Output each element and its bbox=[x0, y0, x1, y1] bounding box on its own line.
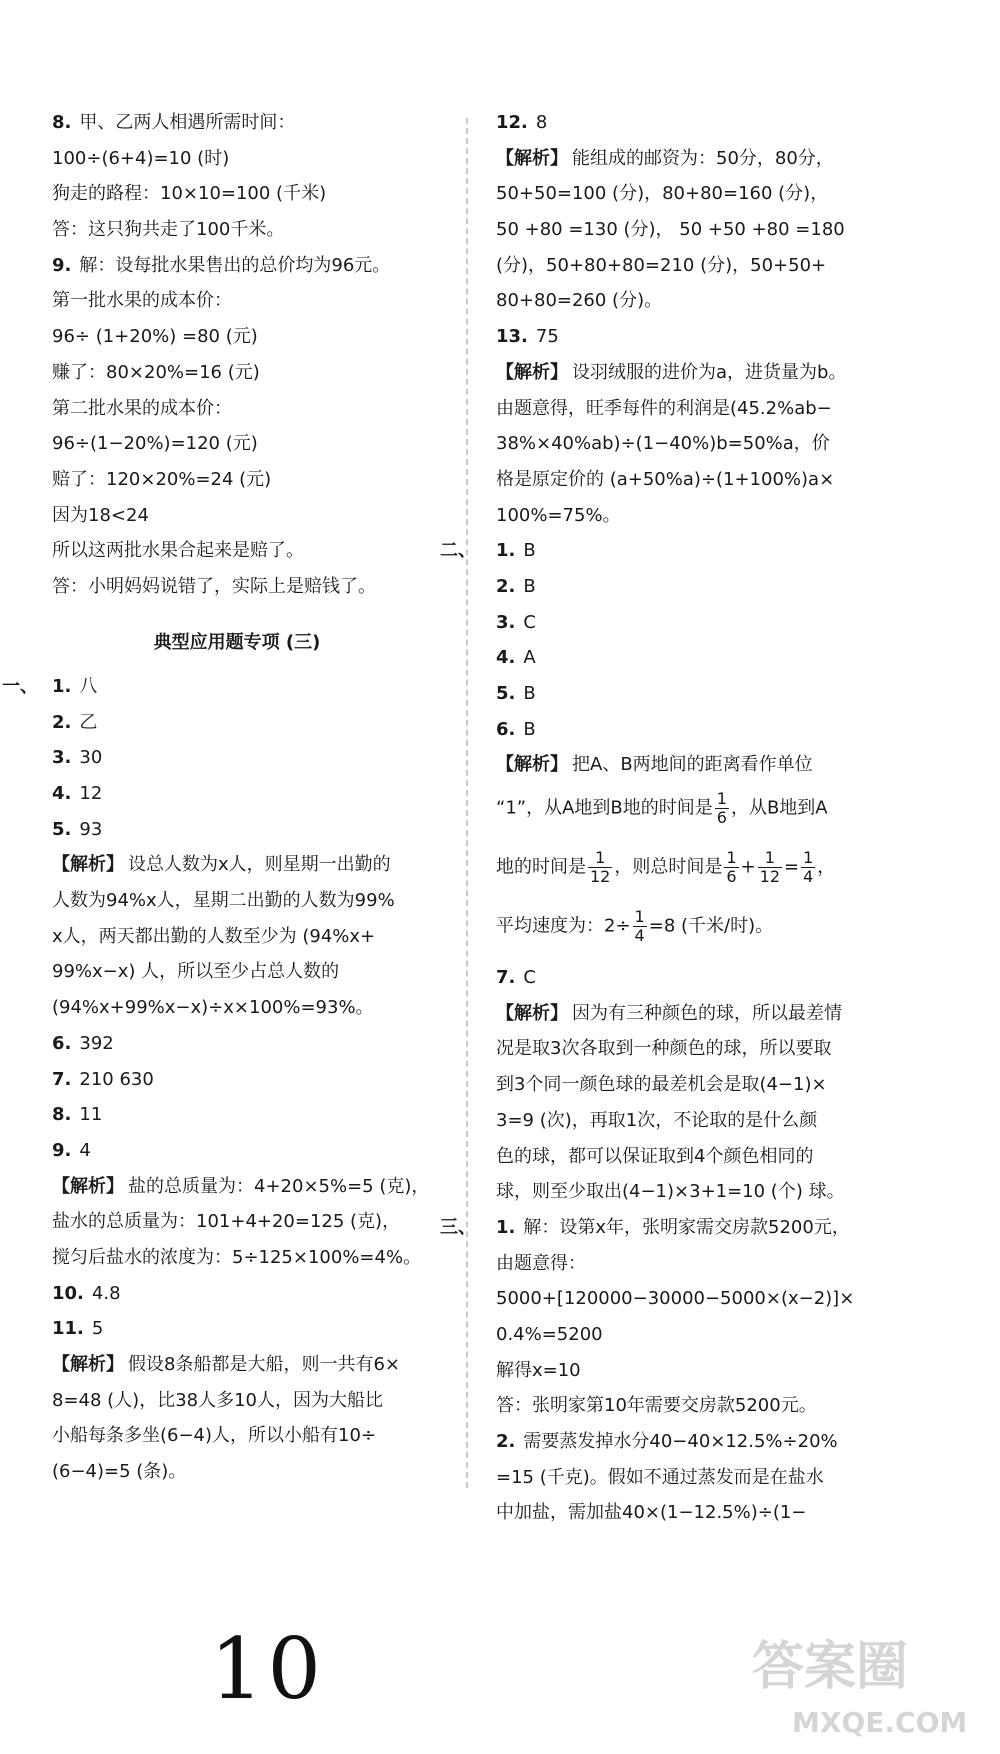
line-text: 210 630 bbox=[79, 1068, 154, 1090]
solution-line bbox=[52, 183, 422, 205]
left-column bbox=[2, 112, 430, 1497]
line-text: 第一批水果的成本价： bbox=[52, 290, 232, 312]
line-text: C bbox=[523, 611, 536, 633]
line-text: 中加盐，需加盐40×(1−12.5%)÷(1− bbox=[496, 1502, 807, 1524]
question-number: 1. bbox=[496, 540, 516, 562]
line-text: 赚了：80×20%=16 (元) bbox=[52, 361, 260, 383]
line-text: 色的球，都可以保证取到4个颜色相同的 bbox=[496, 1145, 814, 1167]
solution-line bbox=[496, 1288, 936, 1310]
line-text: ，从B地到A bbox=[730, 797, 828, 819]
line-text: =15 (千克)。假如不通过蒸发而是在盐水 bbox=[496, 1466, 824, 1488]
analysis-tag: 【解析】 bbox=[496, 1002, 568, 1024]
line-text: (94%x+99%x−x)÷x×100%=93%。 bbox=[52, 997, 374, 1019]
analysis-line bbox=[496, 469, 936, 491]
section-one bbox=[2, 675, 430, 1483]
question-number: 5. bbox=[52, 818, 72, 840]
watermark-logo bbox=[722, 1604, 982, 1744]
question-number: 6. bbox=[496, 718, 516, 740]
analysis-line bbox=[52, 854, 422, 876]
line-text: 4.8 bbox=[91, 1282, 121, 1304]
fraction-numerator: 1 bbox=[803, 848, 814, 868]
answer-line bbox=[52, 712, 422, 734]
fraction-denominator: 6 bbox=[726, 867, 737, 887]
analysis-line bbox=[496, 505, 936, 527]
answer-line bbox=[496, 967, 936, 989]
line-text: 格是原定价的 (a+50%a)÷(1+100%)a× bbox=[496, 468, 835, 490]
answer-line bbox=[52, 1283, 422, 1305]
question-number: 1. bbox=[496, 1216, 516, 1238]
fraction bbox=[801, 849, 815, 886]
fraction-numerator: 1 bbox=[726, 848, 737, 868]
fraction bbox=[633, 908, 647, 945]
question-number: 3. bbox=[52, 747, 72, 769]
watermark-url: MXQE.COM bbox=[792, 1706, 968, 1739]
line-text: 392 bbox=[79, 1032, 114, 1054]
line-text: 盐水的总质量为：101+4+20=125 (克)， bbox=[52, 1211, 401, 1233]
line-text: 球，则至少取出(4−1)×3+1=10 (个) 球。 bbox=[496, 1181, 845, 1203]
line-text: + bbox=[740, 856, 756, 878]
line-text: 能组成的邮资为：50分，80分， bbox=[572, 147, 834, 169]
analysis-line bbox=[496, 754, 936, 776]
question-number: 5. bbox=[496, 683, 516, 704]
solution-line bbox=[496, 1217, 936, 1239]
question-number: 9. bbox=[52, 254, 72, 276]
answer-line bbox=[496, 683, 936, 705]
line-text: 乙 bbox=[79, 711, 98, 733]
line-text: 设羽绒服的进价为a，进货量为b。 bbox=[572, 361, 847, 383]
analysis-line bbox=[496, 1146, 936, 1168]
line-text: 100÷(6+4)=10 (时) bbox=[52, 147, 230, 169]
analysis-line bbox=[52, 1354, 422, 1376]
line-text: 96÷(1−20%)=120 (元) bbox=[52, 433, 258, 455]
line-text: 答：这只狗共走了100千米。 bbox=[52, 219, 285, 241]
line-text: 3=9 (次)，再取1次，不论取的是什么颜 bbox=[496, 1109, 818, 1131]
analysis-tag: 【解析】 bbox=[52, 854, 124, 876]
fraction-denominator: 12 bbox=[590, 867, 611, 887]
analysis-tag: 【解析】 bbox=[496, 147, 568, 169]
line-text: 假设8条船都是大船，则一共有6× bbox=[128, 1354, 400, 1375]
solution-line bbox=[496, 1502, 936, 1524]
question-number: 12. bbox=[496, 112, 528, 133]
answer-line bbox=[52, 1318, 422, 1340]
section-two bbox=[440, 540, 936, 1203]
line-text: 解：设每批水果售出的总价均为96元。 bbox=[79, 254, 391, 276]
analysis-line bbox=[52, 890, 422, 912]
analysis-line bbox=[52, 1390, 422, 1412]
line-text: 第二批水果的成本价： bbox=[52, 397, 232, 419]
answer-line bbox=[52, 1104, 422, 1126]
line-text: 搅匀后盐水的浓度为：5÷125×100%=4%。 bbox=[52, 1246, 422, 1268]
line-text: ，则总时间是 bbox=[614, 856, 723, 878]
answer-line bbox=[496, 612, 936, 634]
line-text: = bbox=[784, 856, 800, 878]
analysis-line bbox=[52, 926, 422, 948]
column-divider bbox=[466, 118, 468, 1488]
solution-line bbox=[496, 1467, 936, 1489]
answer-line bbox=[52, 676, 422, 698]
answer-line bbox=[496, 540, 936, 562]
section-title: 典型应用题专项 (三) bbox=[153, 631, 321, 653]
line-text: B bbox=[523, 683, 536, 704]
line-text: 0.4%=5200 bbox=[496, 1323, 603, 1345]
analysis-line bbox=[496, 290, 936, 312]
solution-line bbox=[496, 1395, 936, 1417]
question-number: 2. bbox=[496, 1431, 516, 1452]
analysis-tag: 【解析】 bbox=[496, 361, 568, 383]
solution-line bbox=[496, 1431, 936, 1453]
solution-line bbox=[52, 219, 422, 241]
line-text: 需要蒸发掉水分40−40×12.5%÷20% bbox=[523, 1431, 838, 1452]
question-number: 7. bbox=[52, 1068, 72, 1090]
analysis-line bbox=[496, 849, 936, 886]
line-text: 到3个同一颜色球的最差机会是取(4−1)× bbox=[496, 1074, 827, 1096]
analysis-line bbox=[52, 1175, 430, 1198]
question-number: 3. bbox=[496, 611, 516, 633]
line-text: x人，两天都出勤的人数至少为 (94%x+ bbox=[52, 925, 376, 947]
line-text: =8 (千米/时)。 bbox=[648, 915, 774, 937]
analysis-line bbox=[496, 1038, 936, 1060]
question-number: 8. bbox=[52, 1104, 72, 1126]
line-text: 12 bbox=[79, 783, 103, 804]
line-text: 八 bbox=[79, 675, 98, 697]
solution-line bbox=[496, 1360, 936, 1382]
line-text: 因为有三种颜色的球，所以最差情 bbox=[572, 1002, 842, 1024]
line-text: 所以这两批水果合起来是赔了。 bbox=[52, 540, 304, 562]
question-number: 8. bbox=[52, 112, 72, 133]
solution-line bbox=[52, 540, 422, 562]
question-number: 4. bbox=[496, 647, 516, 669]
question-number: 7. bbox=[496, 967, 516, 989]
analysis-line bbox=[496, 1074, 936, 1096]
analysis-line bbox=[52, 1425, 422, 1447]
line-text: 况是取3次各取到一种颜色的球，所以要取 bbox=[496, 1038, 832, 1060]
question-number: 9. bbox=[52, 1139, 72, 1161]
analysis-line bbox=[52, 997, 422, 1019]
line-text: 30 bbox=[79, 747, 103, 769]
analysis-tag: 【解析】 bbox=[496, 754, 568, 776]
line-text: (分)，50+80+80=210 (分)，50+50+ bbox=[496, 254, 827, 276]
line-text: 由题意得： bbox=[496, 1252, 586, 1274]
line-text: 93 bbox=[79, 818, 103, 840]
answer-line bbox=[496, 326, 936, 348]
line-text: 小船每条多坐(6−4)人，所以小船有10÷ bbox=[52, 1425, 377, 1447]
solution-line bbox=[52, 290, 422, 312]
question-number: 11. bbox=[52, 1318, 84, 1340]
line-text: 100%=75%。 bbox=[496, 504, 621, 526]
section-marker: 三、 bbox=[440, 1216, 476, 1238]
section-marker: 二、 bbox=[440, 540, 476, 562]
analysis-line bbox=[496, 219, 936, 241]
fraction bbox=[724, 849, 738, 886]
line-text: (6−4)=5 (条)。 bbox=[52, 1461, 187, 1483]
line-text: 狗走的路程：10×10=100 (千米) bbox=[52, 183, 327, 205]
line-text: C bbox=[523, 967, 536, 989]
line-text: 96÷ (1+20%) =80 (元) bbox=[52, 326, 258, 348]
answer-line bbox=[52, 1140, 422, 1162]
answer-line bbox=[52, 819, 422, 841]
fraction bbox=[715, 790, 729, 827]
fraction-numerator: 1 bbox=[634, 907, 645, 927]
analysis-line bbox=[496, 398, 936, 420]
solution-line bbox=[52, 576, 422, 598]
analysis-line bbox=[496, 255, 936, 277]
question-number: 4. bbox=[52, 783, 72, 804]
answer-line bbox=[496, 647, 936, 669]
fraction-denominator: 4 bbox=[803, 867, 814, 887]
fraction-numerator: 1 bbox=[588, 849, 612, 868]
solution-line bbox=[52, 505, 422, 527]
answer-line bbox=[496, 112, 936, 134]
analysis-line bbox=[496, 1110, 936, 1132]
solution-line bbox=[496, 1324, 936, 1346]
line-text: 38%×40%ab)÷(1−40%)b=50%a，价 bbox=[496, 433, 830, 455]
answer-line bbox=[52, 747, 422, 769]
fraction bbox=[758, 849, 782, 886]
handwritten-page-number: 10 bbox=[210, 1620, 325, 1718]
line-text: 50+50=100 (分)，80+80=160 (分)， bbox=[496, 183, 829, 205]
analysis-line bbox=[496, 790, 936, 827]
fraction-denominator: 6 bbox=[716, 808, 727, 828]
line-text: 5000+[120000−30000−5000×(x−2)]× bbox=[496, 1288, 855, 1310]
line-text: B bbox=[523, 575, 536, 597]
solution-line bbox=[52, 148, 422, 170]
analysis-line bbox=[496, 1181, 936, 1203]
line-text: 8=48 (人)，比38人多10人，因为大船比 bbox=[52, 1389, 384, 1411]
solution-line bbox=[52, 469, 422, 491]
line-text: 由题意得，旺季每件的利润是(45.2%ab− bbox=[496, 397, 832, 419]
section-marker: 一、 bbox=[2, 675, 38, 697]
fraction-numerator: 1 bbox=[758, 849, 782, 868]
line-text: 人数为94%x人，星期二出勤的人数为99% bbox=[52, 890, 395, 912]
line-text: 盐的总质量为：4+20×5%=5 (克)， bbox=[128, 1175, 430, 1197]
fraction bbox=[588, 849, 612, 886]
line-text: 答：小明妈妈说错了，实际上是赔钱了。 bbox=[52, 575, 376, 597]
analysis-line bbox=[52, 1211, 422, 1233]
answer-line bbox=[52, 783, 422, 805]
line-text: 5 bbox=[91, 1318, 104, 1340]
line-text: 11 bbox=[79, 1104, 103, 1126]
question-number: 13. bbox=[496, 326, 528, 348]
answer-line bbox=[52, 1033, 422, 1055]
analysis-tag: 【解析】 bbox=[52, 1175, 124, 1197]
line-text: 地的时间是 bbox=[496, 856, 586, 878]
solution-line bbox=[52, 326, 422, 348]
line-text: 99%x−x) 人，所以至少占总人数的 bbox=[52, 961, 340, 983]
section-three bbox=[440, 1216, 936, 1525]
answer-line bbox=[496, 719, 936, 741]
solution-line bbox=[52, 112, 422, 134]
answer-line bbox=[496, 576, 936, 598]
analysis-line bbox=[496, 148, 936, 170]
fraction-denominator: 12 bbox=[759, 867, 780, 887]
solution-line bbox=[52, 433, 422, 455]
fraction-denominator: 4 bbox=[634, 926, 645, 946]
solution-line bbox=[52, 362, 422, 384]
analysis-line bbox=[496, 908, 936, 945]
line-text: 75 bbox=[535, 326, 559, 348]
fraction-numerator: 1 bbox=[716, 789, 727, 809]
line-text: 4 bbox=[79, 1139, 91, 1161]
line-text: 赔了：120×20%=24 (元) bbox=[52, 468, 272, 490]
line-text: B bbox=[523, 540, 536, 562]
analysis-line bbox=[52, 1247, 422, 1269]
solution-line bbox=[52, 398, 422, 420]
analysis-line bbox=[496, 183, 936, 205]
analysis-line bbox=[496, 433, 936, 455]
analysis-line bbox=[496, 1003, 936, 1025]
line-text: 80+80=260 (分)。 bbox=[496, 290, 663, 312]
line-text: 平均速度为：2÷ bbox=[496, 915, 631, 937]
question-number: 2. bbox=[52, 711, 72, 733]
line-text: 甲、乙两人相遇所需时间： bbox=[79, 112, 296, 133]
line-text: 设总人数为x人，则星期一出勤的 bbox=[128, 854, 391, 876]
question-number: 2. bbox=[496, 575, 516, 597]
line-text: 把A、B两地间的距离看作单位 bbox=[572, 754, 813, 776]
line-text: A bbox=[523, 647, 536, 669]
analysis-line bbox=[52, 1461, 422, 1483]
watermark-text: 答案圈 bbox=[752, 1637, 909, 1697]
line-text: 8 bbox=[535, 112, 548, 133]
line-text: “1”，从A地到B地的时间是 bbox=[496, 797, 713, 819]
analysis-line bbox=[496, 362, 936, 384]
question-number: 1. bbox=[52, 675, 72, 697]
right-column bbox=[440, 112, 936, 1538]
question-number: 6. bbox=[52, 1032, 72, 1054]
line-text: B bbox=[523, 718, 536, 740]
line-text: 解得x=10 bbox=[496, 1359, 581, 1381]
line-text: 解：设第x年，张明家需交房款5200元， bbox=[523, 1216, 850, 1238]
line-text: 因为18<24 bbox=[52, 504, 149, 526]
question-number: 10. bbox=[52, 1282, 84, 1304]
line-text: 50 +80 =130 (分)， 50 +50 +80 =180 bbox=[496, 219, 845, 241]
analysis-line bbox=[52, 961, 422, 983]
answer-line bbox=[52, 1069, 422, 1091]
solution-line bbox=[52, 255, 422, 277]
analysis-tag: 【解析】 bbox=[52, 1354, 124, 1375]
line-text: 答：张明家第10年需要交房款5200元。 bbox=[496, 1395, 817, 1417]
line-text: ， bbox=[817, 856, 836, 878]
solution-line bbox=[496, 1253, 936, 1275]
